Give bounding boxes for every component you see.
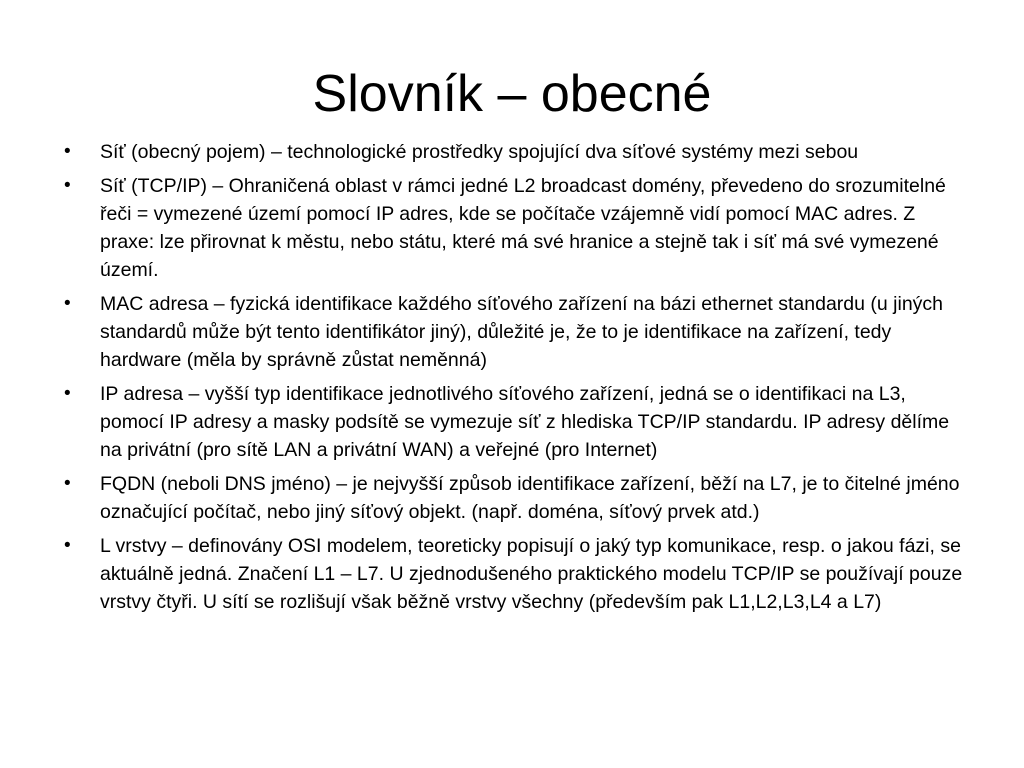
bullet-icon: • — [64, 141, 71, 162]
bullet-text: IP adresa – vyšší typ identifikace jednotlivého síťového zařízení, jedná se o identifikaci na L3, pomocí IP adresy a masky podsítě se vymezuje síť z hlediska TCP/IP standardu. IP adresy dělíme na privátní (pro sítě LAN a privátní WAN) a veřejné (pro Internet) — [100, 383, 950, 461]
bullet-item — [64, 172, 964, 284]
bullet-text: Síť (TCP/IP) – Ohraničená oblast v rámci jedné L2 broadcast domény, převedeno do srozumitelné řeči = vymezené území pomocí IP adres, kde se počítače vzájemně vidí pomocí MAC adres. Z praxe: lze přirovnat k městu, nebo státu, které má své hranice a stejně tak i síť má své vymezené území. — [100, 175, 946, 281]
bullet-item — [64, 290, 964, 374]
bullet-item — [64, 380, 964, 464]
bullet-text: Síť (obecný pojem) – technologické prostředky spojující dva síťové systémy mezi sebou — [100, 141, 859, 163]
bullet-list — [64, 138, 964, 622]
bullet-item — [64, 138, 964, 166]
bullet-text: L vrstvy – definovány OSI modelem, teoreticky popisují o jaký typ komunikace, resp. o jakou fázi, se aktuálně jedná. Značení L1 – L7. U zjednodušeného praktického modelu TCP/IP se používají pouze vrstvy čtyři. U sítí se rozlišují však běžně vrstvy všechny (především pak L1,L2,L3,L4 a L7) — [100, 535, 963, 613]
bullet-icon: • — [64, 293, 71, 314]
bullet-item — [64, 470, 964, 526]
bullet-icon: • — [64, 383, 71, 404]
bullet-icon: • — [64, 473, 71, 494]
slide-title: Slovník – obecné — [312, 65, 712, 123]
bullet-item — [64, 532, 964, 616]
bullet-icon: • — [64, 535, 71, 556]
bullet-text: FQDN (neboli DNS jméno) – je nejvyšší způsob identifikace zařízení, běží na L7, je to čitelné jméno označující počítač, nebo jiný síťový objekt. (např. doména, síťový prvek atd.) — [100, 473, 960, 523]
bullet-text: MAC adresa – fyzická identifikace každého síťového zařízení na bázi ethernet standardu (u jiných standardů může být tento identifikátor jiný), důležité je, že to je identifikace na zařízení, tedy hardware (měla by správně zůstat neměnná) — [100, 293, 944, 371]
bullet-icon: • — [64, 175, 71, 196]
